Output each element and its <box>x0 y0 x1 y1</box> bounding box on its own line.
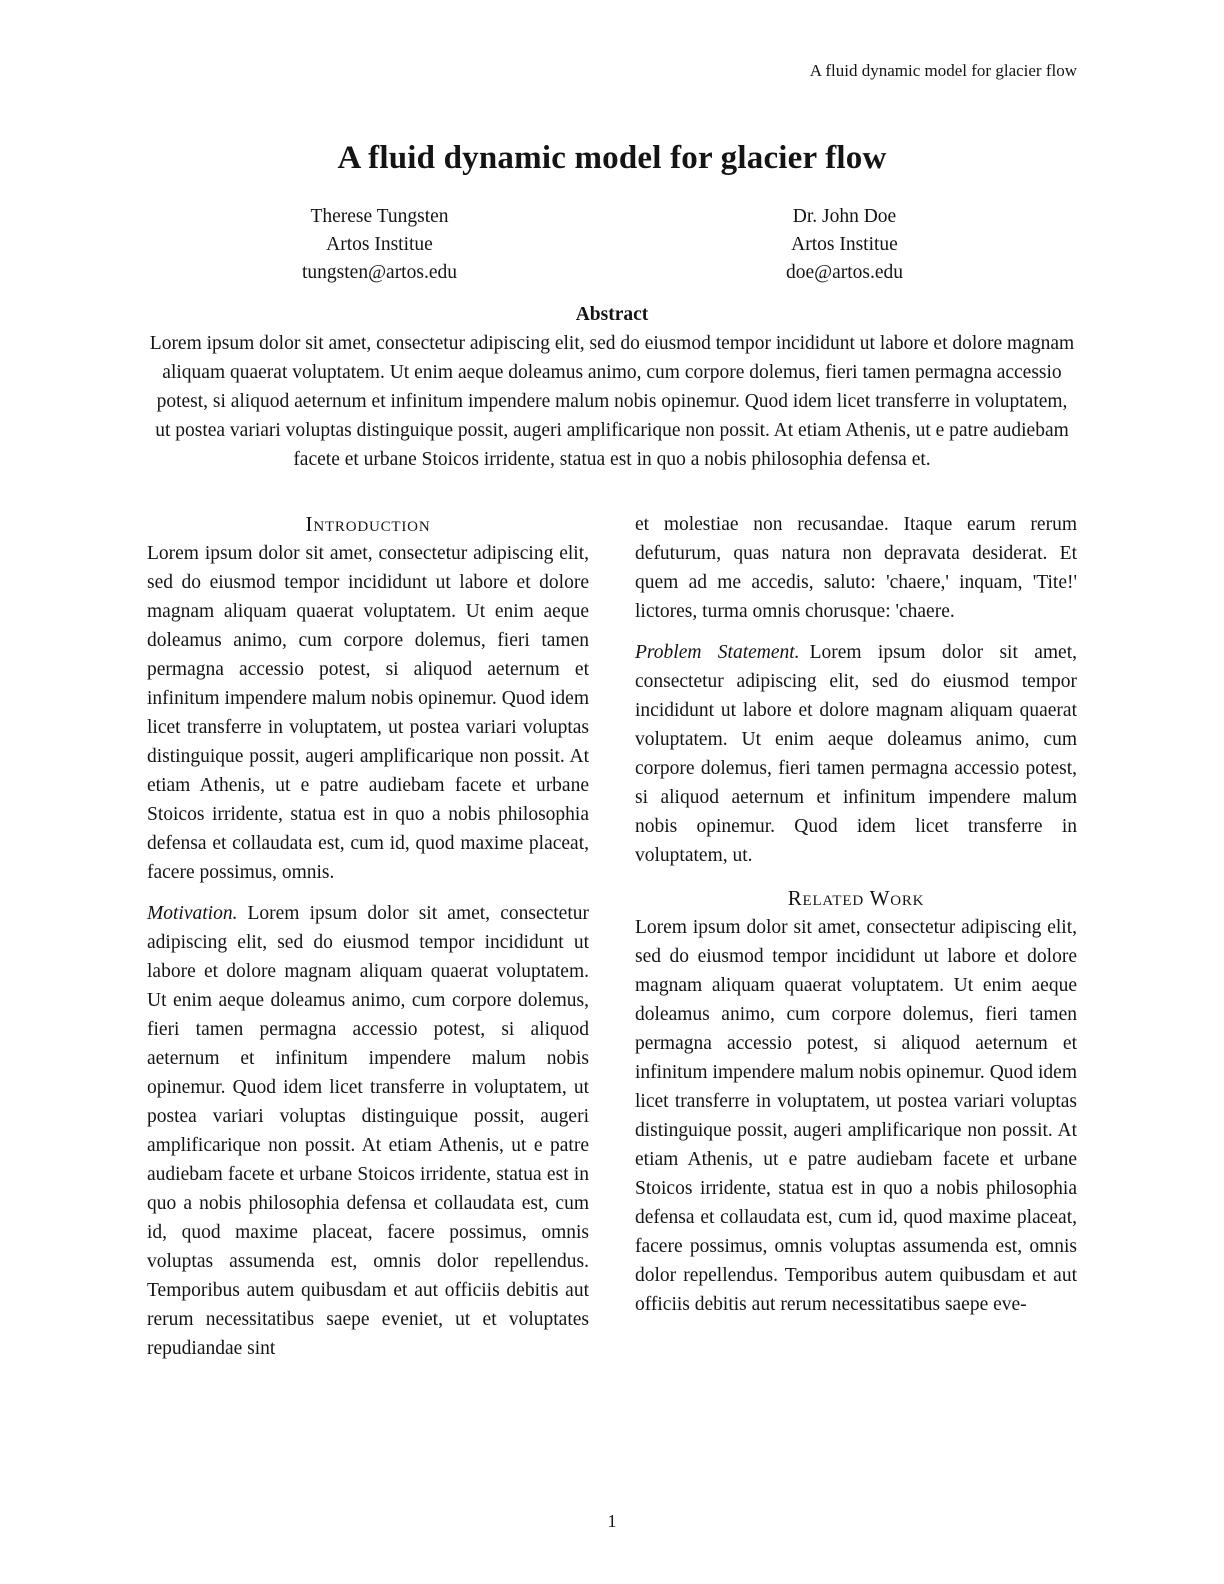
two-column-body <box>147 510 1077 1375</box>
column-right <box>635 510 1077 1375</box>
author-email: doe@artos.edu <box>785 262 904 283</box>
section-heading-introduction: Introduction <box>305 512 431 536</box>
column-left <box>147 510 589 1375</box>
paper-title: A fluid dynamic model for glacier flow <box>337 140 887 176</box>
author-list <box>147 203 1077 287</box>
problem-statement-paragraph <box>635 638 1077 870</box>
author-block <box>612 203 1077 287</box>
motivation-paragraph-continuation: et molestiae non recusandae. Itaque earum rerum defuturum, quas natura non depravata desiderat. Et quem ad me accedis, saluto: 'chaere,' inquam, 'Tite!' lictores, turma omnis chorusque: 'chaere. <box>635 514 1077 622</box>
runin-heading-motivation: Motivation. <box>147 903 238 924</box>
author-name: Therese Tungsten <box>310 206 449 227</box>
motivation-paragraph-text: Lorem ipsum dolor sit amet, consectetur adipiscing elit, sed do eiusmod tempor incididunt ut labore et dolore magnam aliquam quaerat voluptatem. Ut enim aeque doleamus animo, cum corpore dolemus, fieri tamen permagna accessio potest, si aliquod aeternum et infinitum impendere malum nobis opinemur. Quod idem licet transferre in voluptatem, ut postea variari voluptas distinguique possit, augeri amplificarique non possit. At etiam Athenis, ut e patre audiebam facete et urbane Stoicos irridente, statua est in quo a nobis philosophia defensa et collaudata est, cum id, quod maxime placeat, facere possimus, omnis voluptas assumenda est, omnis dolor repellendus. Temporibus autem quibusdam et aut officiis debitis aut rerum necessitatibus saepe eveniet, ut et voluptates repudiandae sint <box>147 903 589 1359</box>
page-number: 1 <box>607 1511 617 1531</box>
problem-statement-paragraph-text: Lorem ipsum dolor sit amet, consectetur adipiscing elit, sed do eiusmod tempor incididunt ut labore et dolore magnam aliquam quaerat voluptatem. Ut enim aeque doleamus animo, cum corpore dolemus, fieri tamen permagna accessio potest, si aliquod aeternum et infinitum impendere malum nobis opinemur. Quod idem licet transferre in voluptatem, ut. <box>635 642 1077 866</box>
abstract-heading: Abstract <box>575 304 649 325</box>
abstract-text: Lorem ipsum dolor sit amet, consectetur adipiscing elit, sed do eiusmod tempor incididunt ut labore et dolore magnam aliquam quaerat voluptatem. Ut enim aeque doleamus animo, cum corpore dolemus, fieri tamen permagna accessio potest, si aliquod aeternum et infinitum impendere malum nobis opinemur. Quod idem licet transferre in voluptatem, ut postea variari voluptas distinguique possit, augeri amplificarique non possit. At etiam Athenis, ut e patre audiebam facete et urbane Stoicos irridente, statua est in quo a nobis philosophia defensa et. <box>149 333 1075 470</box>
section-heading-related-work: Related Work <box>787 886 925 910</box>
author-name: Dr. John Doe <box>792 206 897 227</box>
motivation-paragraph <box>147 899 589 1363</box>
runin-heading-problem-statement: Problem Statement. <box>635 642 800 663</box>
author-affiliation: Artos Institue <box>791 234 898 255</box>
author-block <box>147 203 612 287</box>
related-work-paragraph: Lorem ipsum dolor sit amet, consectetur adipiscing elit, sed do eiusmod tempor incididunt ut labore et dolore magnam aliquam quaerat voluptatem. Ut enim aeque doleamus animo, cum corpore dolemus, fieri tamen permagna accessio potest, si aliquod aeternum et infinitum impendere malum nobis opinemur. Quod idem licet transferre in voluptatem, ut postea variari voluptas distinguique possit, augeri amplificarique non possit. At etiam Athenis, ut e patre audiebam facete et urbane Stoicos irridente, statua est in quo a nobis philosophia defensa et collaudata est, cum id, quod maxime placeat, facere possimus, omnis voluptas assumenda est, omnis dolor repellendus. Temporibus autem quibusdam et aut officiis debitis aut rerum necessitatibus saepe eve- <box>635 917 1077 1315</box>
introduction-paragraph: Lorem ipsum dolor sit amet, consectetur adipiscing elit, sed do eiusmod tempor incididunt ut labore et dolore magnam aliquam quaerat voluptatem. Ut enim aeque doleamus animo, cum corpore dolemus, fieri tamen permagna accessio potest, si aliquod aeternum et infinitum impendere malum nobis opinemur. Quod idem licet transferre in voluptatem, ut postea variari voluptas distinguique possit, augeri amplificarique non possit. At etiam Athenis, ut e patre audiebam facete et urbane Stoicos irridente, statua est in quo a nobis philosophia defensa et collaudata est, cum id, quod maxime placeat, facere possimus, omnis. <box>147 543 589 883</box>
author-email: tungsten@artos.edu <box>302 262 457 283</box>
author-affiliation: Artos Institue <box>326 234 433 255</box>
running-head: A fluid dynamic model for glacier flow <box>809 61 1077 80</box>
